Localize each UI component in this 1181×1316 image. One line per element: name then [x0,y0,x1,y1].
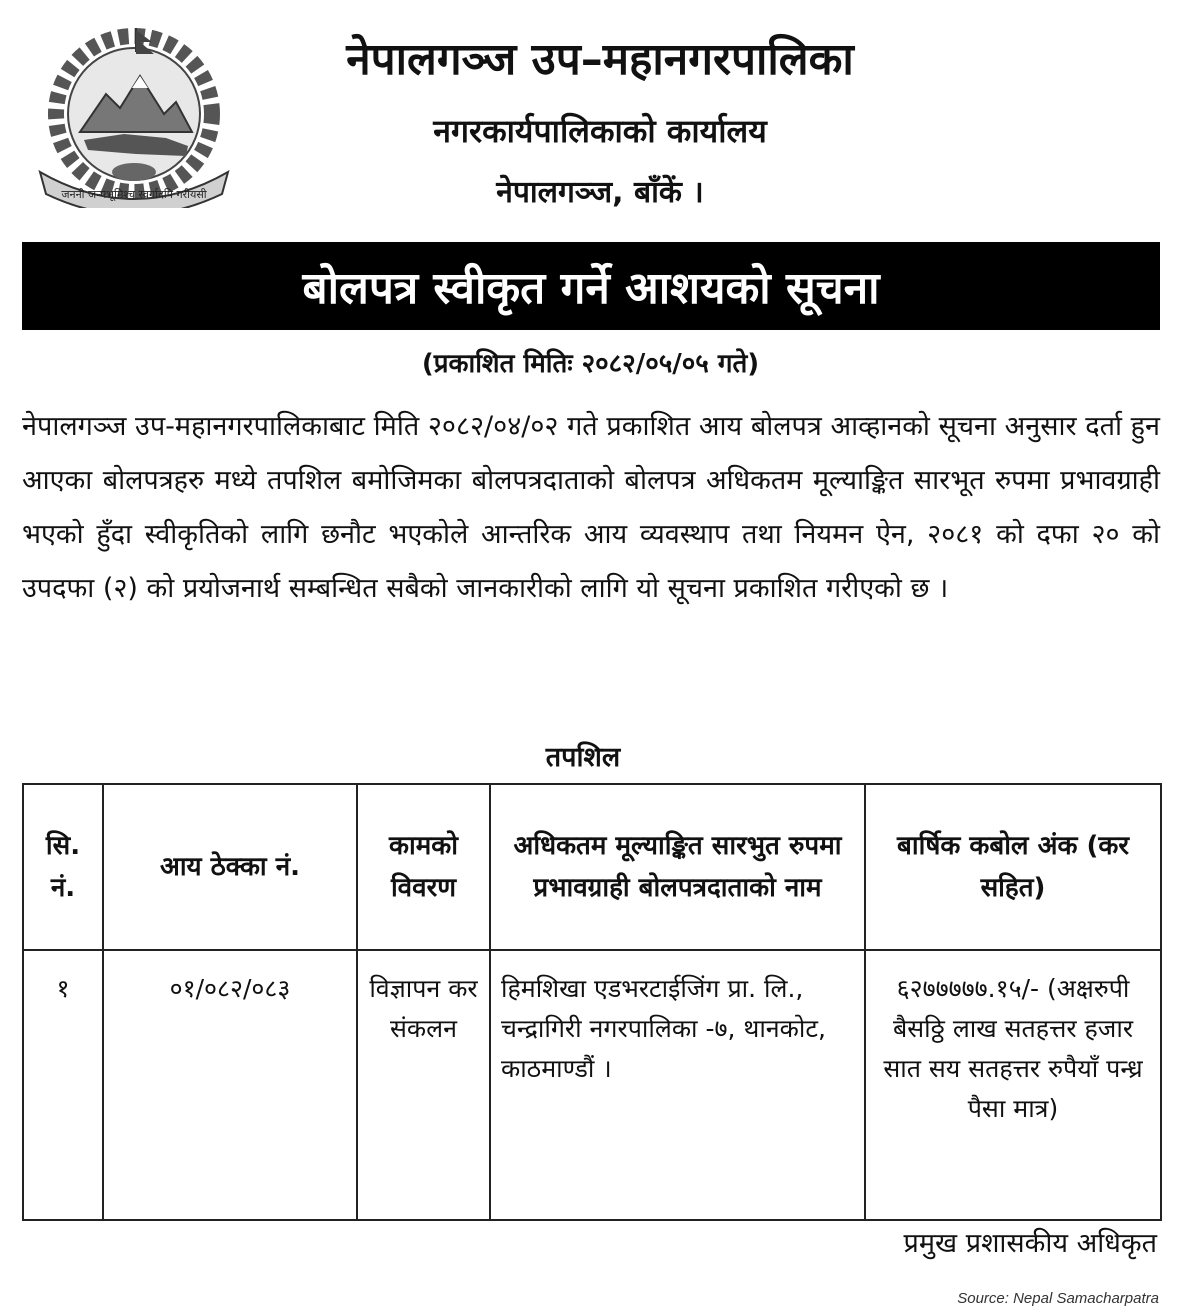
notice-title-banner [22,242,1160,330]
cell-bidder: हिमशिखा एडभरटाईजिंग प्रा. लि., चन्द्रागिरी नगरपालिका -७, थानकोट, काठमाण्डौं । [490,950,865,1220]
header-work: कामको विवरण [357,784,490,950]
notice-body: नेपालगञ्ज उप-महानगरपालिकाबाट मिति २०८२/०४/०२ गते प्रकाशित आय बोलपत्र आव्हानको सूचना अनुसार दर्ता हुन आएका बोलपत्रहरु मध्ये तपशिल बमोजिमका बोलपत्रदाताको बोलपत्र अधिकतम मूल्याङ्कित सारभूत रुपमा प्रभावग्राही भएको हुँदा स्वीकृतिको लागि छनौट भएकोले आन्तरिक आय व्यवस्थाप तथा नियमन ऐन, २०८१ को दफा २० को उपदफा (२) को प्रयोजनार्थ सम्बन्धित सबैको जानकारीको लागि यो सूचना प्रकाशित गरीएको छ । [22,411,1160,604]
table-header-row [23,784,1161,950]
cell-amount: ६२७७७७७.१५/- (अक्षरुपी बैसठ्ठि लाख सतहत्तर हजार सात सय सतहत्तर रुपैयाँ पन्ध्र पैसा मात्र) [865,950,1161,1220]
office-location: नेपालगञ्ज, बाँकें । [496,175,704,210]
header-bidder: अधिकतम मूल्याङ्कित सारभुत रुपमा प्रभावग्राही बोलपत्रदाताको नाम [490,784,865,950]
emblem-handshake-icon [112,163,156,181]
schedule-table [22,783,1162,1221]
cell-work: विज्ञापन कर संकलन [357,950,490,1220]
cell-contract-no: ०१/०८२/०८३ [103,950,357,1220]
notice-title: बोलपत्र स्वीकृत गर्ने आशयको सूचना [302,263,880,314]
office-name: नगरकार्यपालिकाको कार्यालय [433,112,767,150]
header-amount: बार्षिक कबोल अंक (कर सहित) [865,784,1161,950]
source-credit: Source: Nepal Samacharpatra [957,1290,1159,1307]
municipality-title: नेपालगञ्ज उप–महानगरपालिका [346,34,854,85]
cell-sn: १ [23,950,103,1220]
table-row [23,950,1161,1220]
schedule-title: तपशिल [545,742,621,773]
header-contract-no: आय ठेक्का नं. [103,784,357,950]
header-sn: सि. नं. [23,784,103,950]
nepal-government-emblem [36,22,232,208]
signatory-title: प्रमुख प्रशासकीय अधिकृत [903,1228,1157,1259]
published-date: (प्रकाशित मितिः २०८२/०५/०५ गते) [421,349,760,379]
emblem-motto: जननी जन्मभूमिश्च स्वर्गादपि गरीयसी [61,188,207,201]
